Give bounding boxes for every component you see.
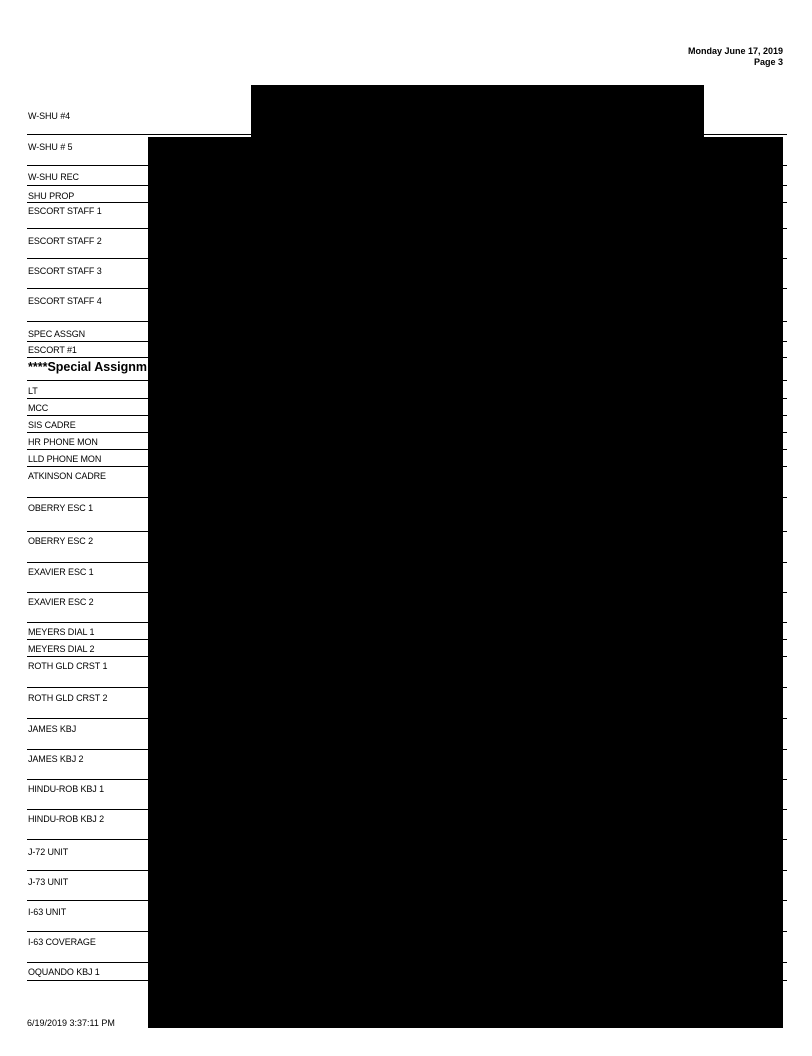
- roster-row-label: EXAVIER ESC 2: [28, 597, 94, 607]
- roster-row-label: W-SHU REC: [28, 172, 79, 182]
- roster-row-label: SIS CADRE: [28, 420, 76, 430]
- redaction-block: [148, 137, 783, 1028]
- roster-row-label: ESCORT STAFF 4: [28, 296, 102, 306]
- roster-row-label: MEYERS DIAL 1: [28, 627, 95, 637]
- roster-row-label: HR PHONE MON: [28, 437, 98, 447]
- roster-row-label: HINDU-ROB KBJ 1: [28, 784, 105, 794]
- roster-row-label: ESCORT STAFF 3: [28, 266, 102, 276]
- roster-row-label: LT: [28, 386, 38, 396]
- redaction-block: [251, 85, 704, 137]
- roster-row-label: JAMES KBJ: [28, 724, 77, 734]
- header-page-number: Page 3: [753, 57, 783, 67]
- roster-row-label: SPEC ASSGN: [28, 329, 86, 339]
- roster-row-label: W-SHU # 5: [28, 142, 73, 152]
- roster-row-label: JAMES KBJ 2: [28, 754, 84, 764]
- roster-row-label: MCC: [28, 403, 49, 413]
- roster-row-label: ESCORT STAFF 1: [28, 206, 102, 216]
- print-timestamp: 6/19/2019 3:37:11 PM: [27, 1018, 115, 1028]
- roster-row-label: EXAVIER ESC 1: [28, 567, 94, 577]
- roster-row-label: ATKINSON CADRE: [28, 471, 106, 481]
- roster-row-label: ESCORT STAFF 2: [28, 236, 102, 246]
- roster-row-label: OQUANDO KBJ 1: [28, 967, 100, 977]
- roster-row-label: OBERRY ESC 1: [28, 503, 93, 513]
- roster-row-label: I-63 UNIT: [28, 907, 67, 917]
- roster-row-label: SHU PROP: [28, 191, 75, 201]
- roster-row-label: ROTH GLD CRST 2: [28, 693, 108, 703]
- roster-row-label: J-73 UNIT: [28, 877, 69, 887]
- roster-row-label: ESCORT #1: [28, 345, 77, 355]
- roster-row-label: OBERRY ESC 2: [28, 536, 93, 546]
- roster-row-label: ROTH GLD CRST 1: [28, 661, 108, 671]
- roster-row-label: HINDU-ROB KBJ 2: [28, 814, 105, 824]
- roster-row-label: W-SHU #4: [28, 111, 71, 121]
- roster-row-label: I-63 COVERAGE: [28, 937, 96, 947]
- roster-row-label: J-72 UNIT: [28, 847, 69, 857]
- roster-row-label: MEYERS DIAL 2: [28, 644, 95, 654]
- section-heading: ****Special Assignm: [28, 360, 148, 374]
- roster-row-label: LLD PHONE MON: [28, 454, 102, 464]
- header-date: Monday June 17, 2019: [687, 46, 783, 56]
